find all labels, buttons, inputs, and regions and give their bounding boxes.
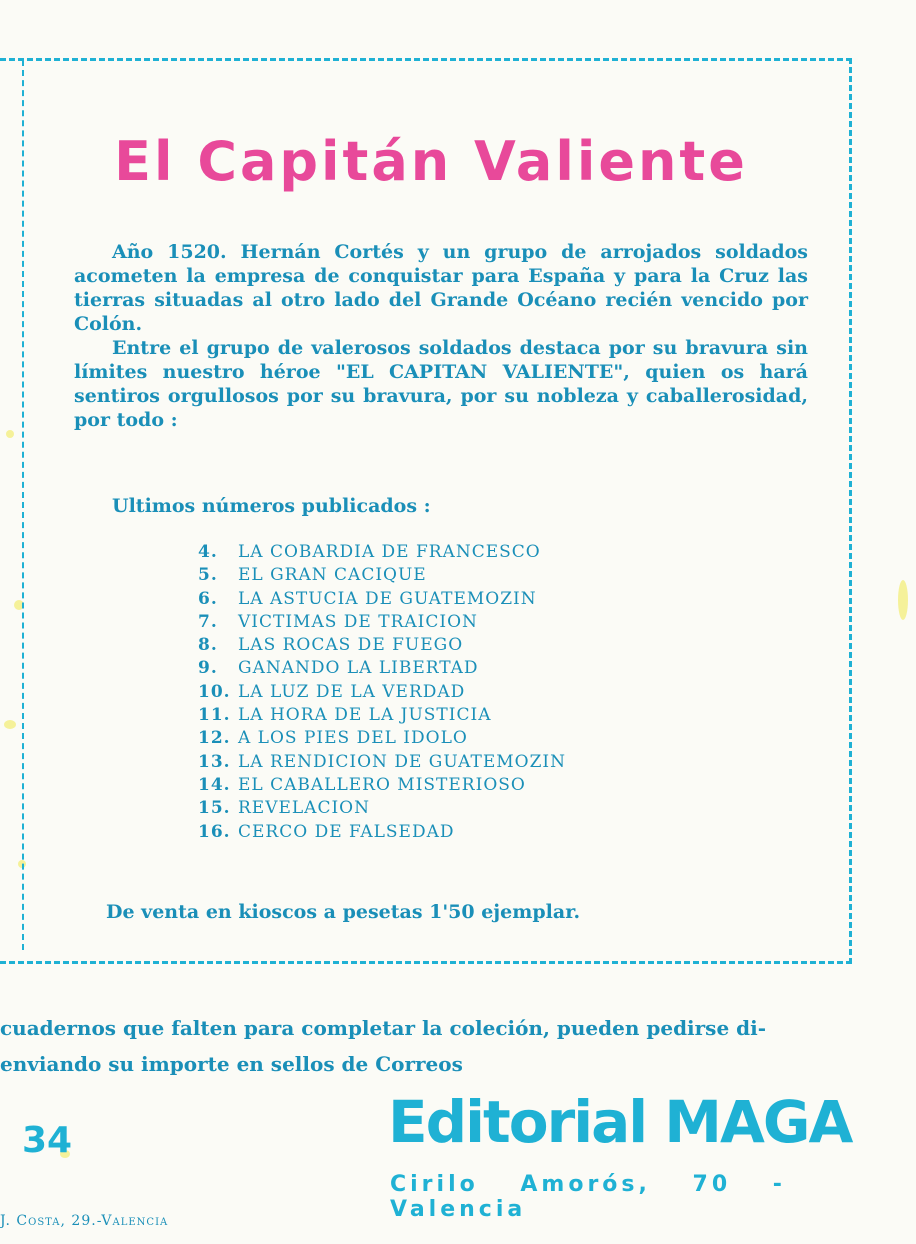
list-item: 14. EL CABALLERO MISTERIOSO bbox=[198, 774, 526, 795]
issues-heading: Ultimos números publicados : bbox=[112, 495, 431, 517]
list-item: 13. LA RENDICION DE GUATEMOZIN bbox=[198, 751, 567, 772]
footer-note-line-1: cuadernos que falten para completar la coleción, pueden pedirse di- bbox=[0, 1016, 767, 1040]
list-item: 7. VICTIMAS DE TRAICION bbox=[198, 611, 478, 632]
page-number: 34 bbox=[22, 1120, 73, 1161]
list-item: 9. GANANDO LA LIBERTAD bbox=[198, 658, 479, 679]
list-item: 6. LA ASTUCIA DE GUATEMOZIN bbox=[198, 588, 537, 609]
box-left-border bbox=[22, 60, 24, 950]
list-item: 12. A LOS PIES DEL IDOLO bbox=[198, 728, 468, 749]
ad-title: El Capitán Valiente bbox=[114, 130, 748, 193]
list-item: 16. CERCO DE FALSEDAD bbox=[198, 821, 455, 842]
list-item: 11. LA HORA DE LA JUSTICIA bbox=[198, 705, 492, 726]
list-item: 4. LA COBARDIA DE FRANCESCO bbox=[198, 542, 541, 562]
list-item: 8. LAS ROCAS DE FUEGO bbox=[198, 635, 464, 656]
list-item: 15. REVELACION bbox=[198, 798, 370, 819]
ad-paragraph-2: Entre el grupo de valerosos soldados destaca por su bravura sin límites nuestro héroe "EL CAPITAN VALIENTE", quien os hará sentiros orgullosos por su bravura, por su nobleza y caballerosidad, por todo : bbox=[74, 337, 808, 431]
issues-list bbox=[198, 541, 566, 844]
list-item: 10. LA LUZ DE LA VERDAD bbox=[198, 681, 466, 702]
printer-credit: J. Costa, 29.-Valencia bbox=[0, 1213, 169, 1229]
list-item: 5. EL GRAN CACIQUE bbox=[198, 565, 427, 586]
footer-note-line-2: enviando su importe en sellos de Correos bbox=[0, 1052, 463, 1076]
ad-paragraph-1: Año 1520. Hernán Cortés y un grupo de arrojados soldados acometen la empresa de conquistar para España y para la Cruz las tierras situadas al otro lado del Grande Océano recién vencido por Colón. bbox=[74, 241, 808, 335]
publisher-name: Editorial MAGA bbox=[388, 1088, 852, 1156]
sale-line: De venta en kioscos a pesetas 1'50 ejemplar. bbox=[106, 901, 581, 923]
footer-note bbox=[0, 1010, 870, 1082]
ad-description bbox=[74, 240, 808, 432]
publisher-address: Cirilo Amorós, 70 - Valencia bbox=[390, 1172, 786, 1222]
